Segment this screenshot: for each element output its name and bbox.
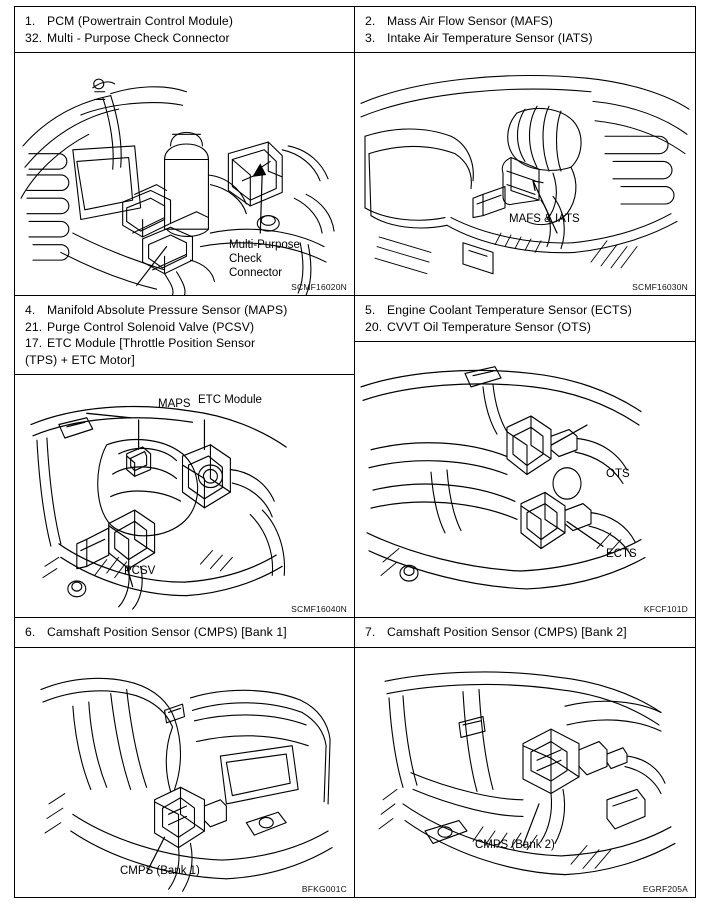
- header-line: [25, 30, 346, 47]
- item-number: 4.: [25, 303, 36, 317]
- callout-mafs-iats: MAFS & IATS: [509, 213, 580, 225]
- panel-grid: [14, 6, 696, 898]
- callout-pcm: [123, 294, 149, 295]
- panel-cmps-bank1-figure: [15, 648, 354, 898]
- header-line: [365, 30, 687, 47]
- panel-mafs-iats-figure: [355, 53, 695, 295]
- panel-mafs-iats: [355, 7, 695, 296]
- panel-mafs-iats-header: [355, 7, 695, 53]
- panel-pcm-figure: [15, 53, 354, 295]
- figure-code: SCMF16040N: [291, 604, 347, 614]
- item-number: 2.: [365, 14, 376, 28]
- callout-etc-module: ETC Module: [198, 394, 262, 406]
- figure-code: EGRF205A: [642, 884, 688, 894]
- item-label: CVVT Oil Temperature Sensor (OTS): [387, 319, 592, 334]
- figure-code: KFCF101D: [643, 604, 688, 614]
- item-number: 32.: [25, 30, 43, 45]
- engine-bay-illustration-ects: [355, 342, 695, 617]
- item-number: 6.: [25, 625, 36, 639]
- item-label: Engine Coolant Temperature Sensor (ECTS): [387, 303, 632, 317]
- panel-pcm-header: [15, 7, 354, 53]
- figure-code: SCMF16030N: [632, 282, 688, 292]
- item-label: Manifold Absolute Pressure Sensor (MAPS): [47, 303, 288, 317]
- panel-ects-ots-header: [355, 296, 695, 342]
- item-number: 21.: [25, 319, 43, 334]
- panel-cmps-bank2-header: [355, 618, 695, 648]
- figure-code: SCMF16020N: [291, 282, 347, 292]
- item-label: Purge Control Solenoid Valve (PCSV): [47, 319, 255, 334]
- engine-bay-illustration-cmps2: [355, 648, 695, 898]
- engine-bay-illustration-maps: [15, 375, 354, 617]
- header-line: [365, 624, 687, 641]
- item-number: 1.: [25, 14, 36, 28]
- header-line: [365, 302, 687, 319]
- header-line: [25, 13, 346, 30]
- panel-ects-ots-figure: [355, 342, 695, 617]
- callout-maps: MAPS: [158, 398, 191, 410]
- header-line-continuation: (TPS) + ETC Motor]: [25, 352, 135, 367]
- engine-bay-illustration-cmps1: [15, 648, 354, 898]
- header-line: [25, 335, 346, 352]
- item-label: ETC Module [Throttle Position Sensor: [47, 336, 256, 350]
- item-label: Mass Air Flow Sensor (MAFS): [387, 14, 553, 28]
- item-label: Camshaft Position Sensor (CMPS) [Bank 1]: [47, 625, 287, 639]
- item-number: 3.: [365, 30, 376, 45]
- callout-pcsv: PCSV: [124, 565, 156, 577]
- callout-cmps-bank-1: CMPS (Bank 1): [120, 864, 200, 877]
- panel-maps-pcsv-etc-figure: [15, 375, 354, 617]
- callout-cmps-bank-2: CMPS (Bank 2): [475, 838, 555, 851]
- item-label: PCM (Powertrain Control Module): [47, 14, 233, 28]
- callout-ots: OTS: [606, 468, 630, 480]
- header-line: [25, 319, 346, 336]
- header-line: [365, 319, 687, 336]
- item-number: 20.: [365, 319, 383, 334]
- item-label: Camshaft Position Sensor (CMPS) [Bank 2]: [387, 625, 627, 639]
- panel-maps-pcsv-etc-header: [15, 296, 354, 375]
- panel-maps-pcsv-etc: [15, 296, 355, 618]
- engine-bay-illustration-mafs: [355, 53, 695, 295]
- panel-cmps-bank2-figure: [355, 648, 695, 898]
- header-line: [25, 624, 346, 641]
- header-line: [25, 302, 346, 319]
- callout-ects: ECTS: [606, 548, 637, 560]
- panel-pcm: [15, 7, 355, 296]
- item-number: 5.: [365, 303, 376, 317]
- panel-ects-ots: [355, 296, 695, 618]
- item-number: 17.: [25, 336, 43, 350]
- item-label: Multi - Purpose Check Connector: [47, 30, 230, 45]
- panel-cmps-bank1-header: [15, 618, 354, 648]
- item-label: Intake Air Temperature Sensor (IATS): [387, 30, 593, 45]
- callout-multi-purpose-check-connector: Multi-Purpose Check Connector: [229, 239, 300, 279]
- panel-cmps-bank2: [355, 618, 695, 897]
- item-number: 7.: [365, 625, 376, 639]
- panel-cmps-bank1: [15, 618, 355, 897]
- figure-code: BFKG001C: [301, 884, 347, 894]
- header-line: [365, 13, 687, 30]
